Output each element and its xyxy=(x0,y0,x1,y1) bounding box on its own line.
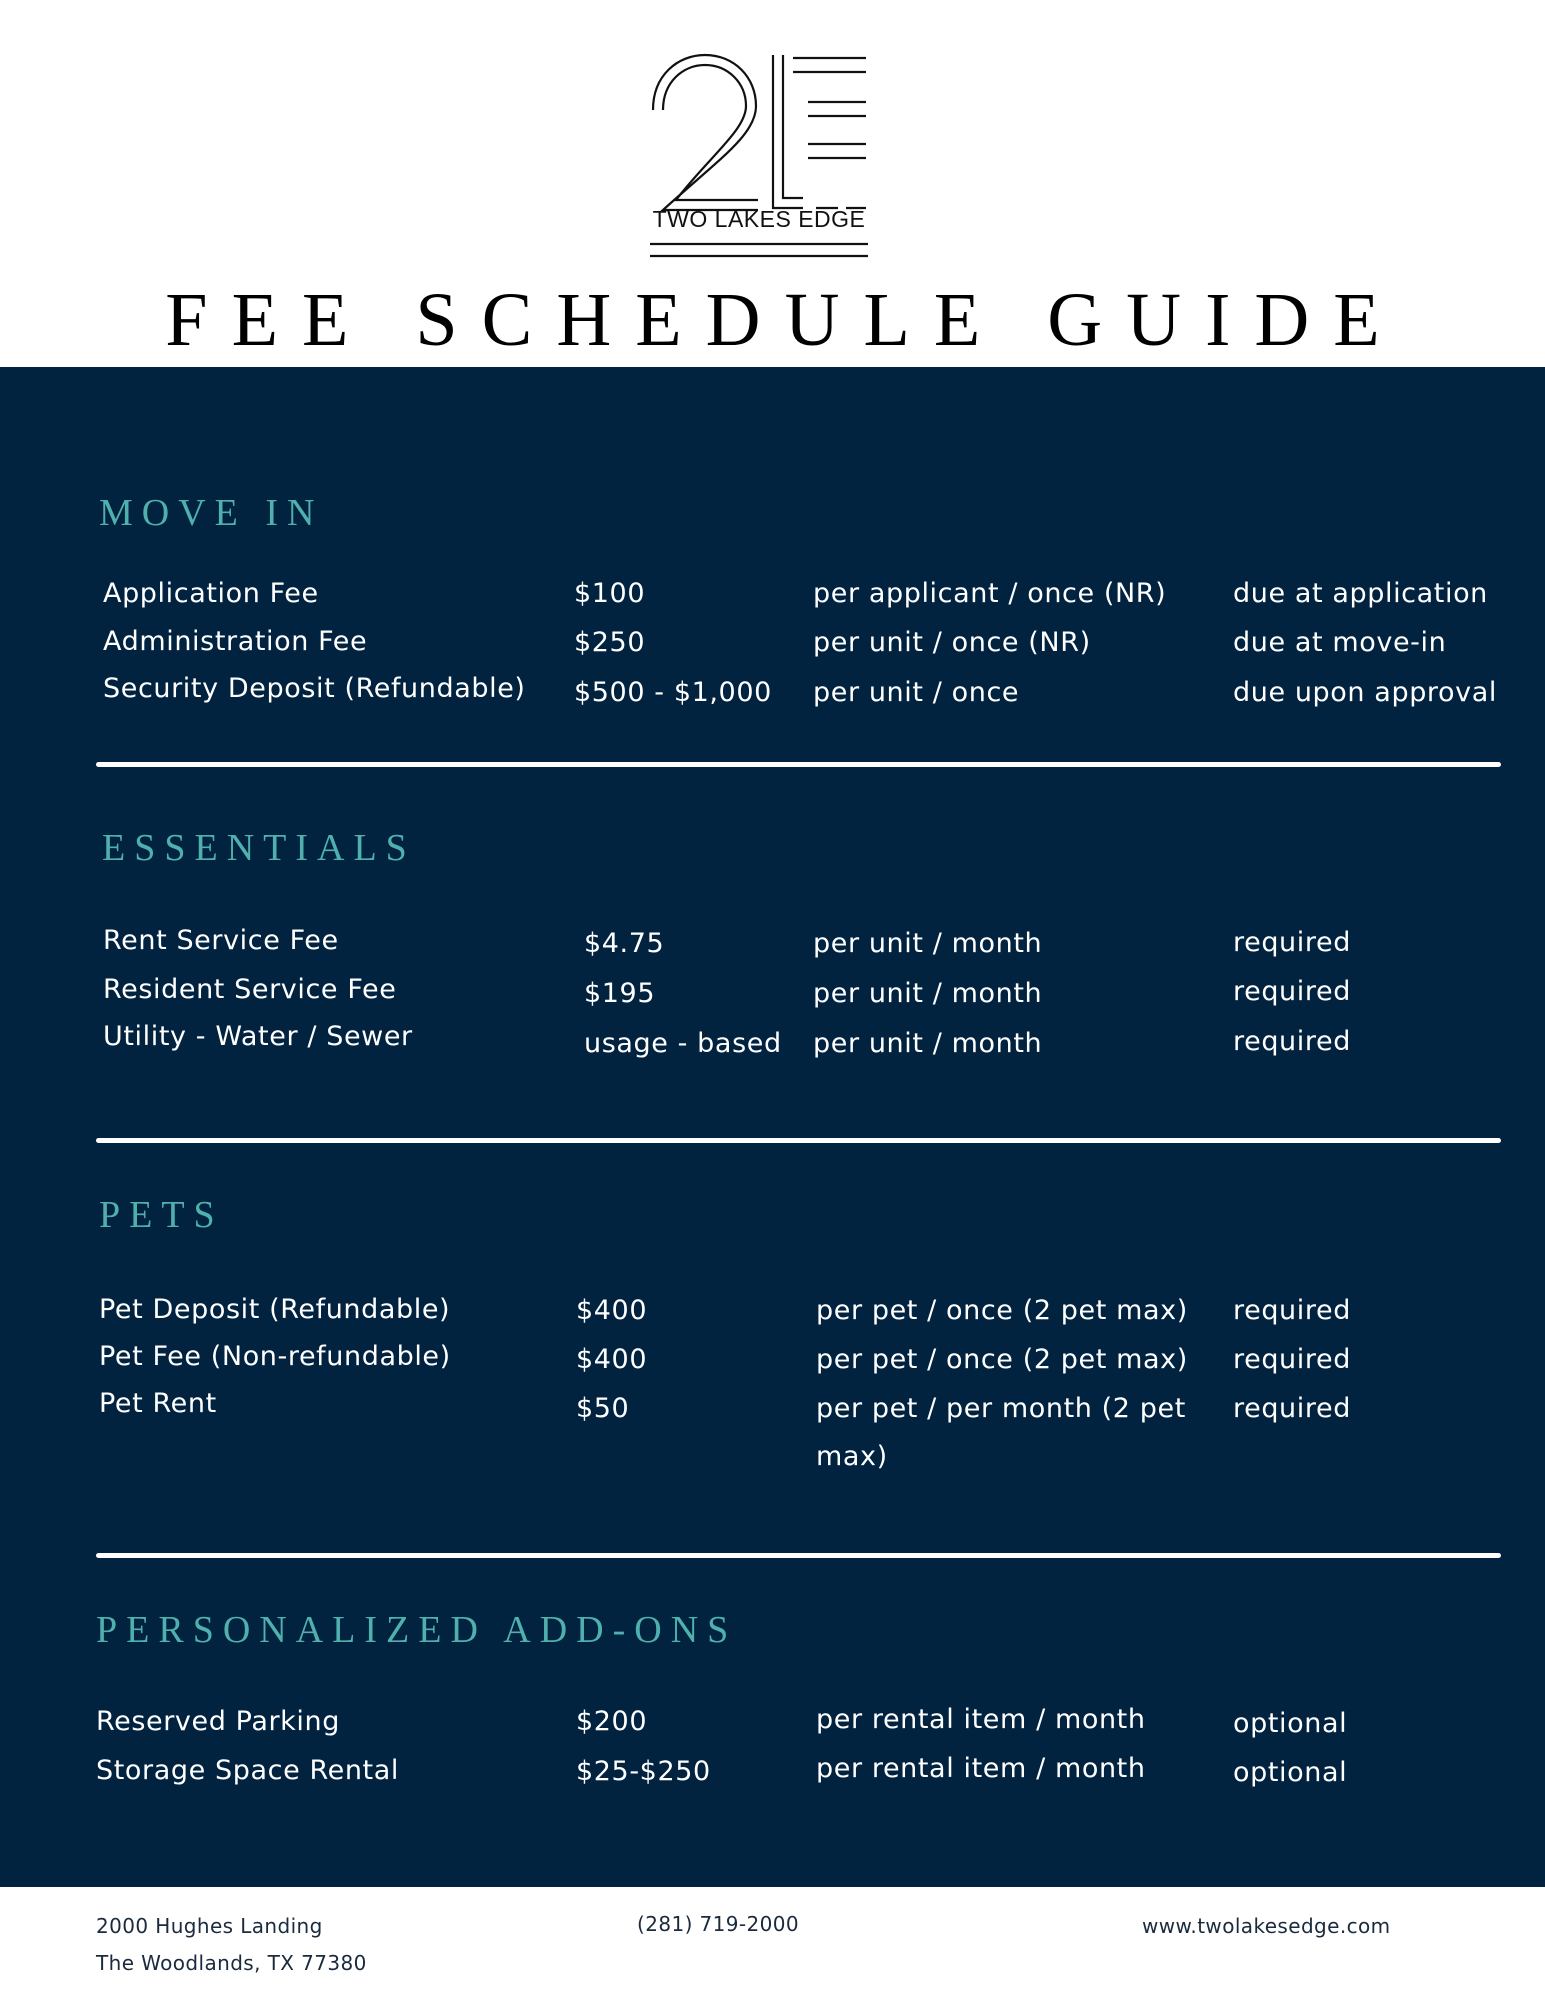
fee-amount: $195 xyxy=(584,978,656,1009)
fee-requirement: required xyxy=(1233,1026,1351,1057)
fee-name: Security Deposit (Refundable) xyxy=(103,673,526,704)
fee-frequency: per unit / once (NR) xyxy=(813,627,1091,658)
fee-name: Rent Service Fee xyxy=(103,925,339,956)
fee-requirement: due at move-in xyxy=(1233,627,1447,658)
footer-phone[interactable]: (281) 719-2000 xyxy=(637,1912,800,1936)
fee-name: Resident Service Fee xyxy=(103,974,397,1005)
fee-requirement: due upon approval xyxy=(1233,677,1497,708)
section-heading-pets: PETS xyxy=(99,1194,224,1236)
fee-amount: $400 xyxy=(576,1295,648,1326)
fee-frequency: per unit / month xyxy=(813,978,1043,1009)
fee-amount: usage - based xyxy=(584,1028,782,1059)
section-heading-move-in: MOVE IN xyxy=(99,492,324,534)
section-heading-essentials: ESSENTIALS xyxy=(102,827,416,869)
fee-frequency: per unit / month xyxy=(813,1028,1043,1059)
fee-frequency: per applicant / once (NR) xyxy=(813,578,1167,609)
fee-requirement: required xyxy=(1233,927,1351,958)
fee-amount: $250 xyxy=(574,627,646,658)
fee-name: Pet Rent xyxy=(99,1388,217,1419)
footer-website-link[interactable]: www.twolakesedge.com xyxy=(1142,1914,1391,1938)
fee-frequency: per pet / once (2 pet max) xyxy=(816,1344,1188,1375)
logo-wordmark: TWO LAKES EDGE xyxy=(652,206,866,232)
fee-amount: $25-$250 xyxy=(576,1756,711,1787)
section-divider xyxy=(96,762,1501,767)
fee-frequency: per rental item / month xyxy=(816,1704,1146,1735)
fee-amount: $200 xyxy=(576,1706,648,1737)
section-divider xyxy=(96,1553,1501,1558)
fee-requirement: required xyxy=(1233,1344,1351,1375)
section-heading-addons: PERSONALIZED ADD-ONS xyxy=(96,1609,738,1651)
fee-frequency: per rental item / month xyxy=(816,1753,1146,1784)
fee-requirement: required xyxy=(1233,1393,1351,1424)
fee-frequency: per unit / once xyxy=(813,677,1020,708)
fee-requirement: required xyxy=(1233,976,1351,1007)
fee-frequency: per unit / month xyxy=(813,928,1043,959)
fee-requirement: optional xyxy=(1233,1757,1348,1788)
fee-frequency: per pet / once (2 pet max) xyxy=(816,1295,1188,1326)
fee-name: Application Fee xyxy=(103,578,319,609)
fee-name: Administration Fee xyxy=(103,626,368,657)
fee-amount: $50 xyxy=(576,1393,630,1424)
footer-address-line1: 2000 Hughes Landing xyxy=(96,1914,323,1938)
fee-amount: $100 xyxy=(574,578,646,609)
page-title: FEE SCHEDULE GUIDE xyxy=(165,278,1404,362)
fee-name: Pet Fee (Non-refundable) xyxy=(99,1341,451,1372)
fee-frequency: per pet / per month (2 pet max) xyxy=(816,1393,1186,1472)
fee-amount: $400 xyxy=(576,1344,648,1375)
fee-amount: $4.75 xyxy=(584,928,665,959)
fee-name: Utility - Water / Sewer xyxy=(103,1021,413,1052)
fee-amount: $500 - $1,000 xyxy=(574,677,772,708)
fee-requirement: required xyxy=(1233,1295,1351,1326)
fee-name: Reserved Parking xyxy=(96,1706,340,1737)
fee-name: Storage Space Rental xyxy=(96,1755,399,1786)
section-divider xyxy=(96,1138,1501,1143)
fee-name: Pet Deposit (Refundable) xyxy=(99,1294,451,1325)
fee-requirement: due at application xyxy=(1233,578,1488,609)
fee-requirement: optional xyxy=(1233,1708,1348,1739)
footer-address-line2: The Woodlands, TX 77380 xyxy=(96,1951,367,1975)
